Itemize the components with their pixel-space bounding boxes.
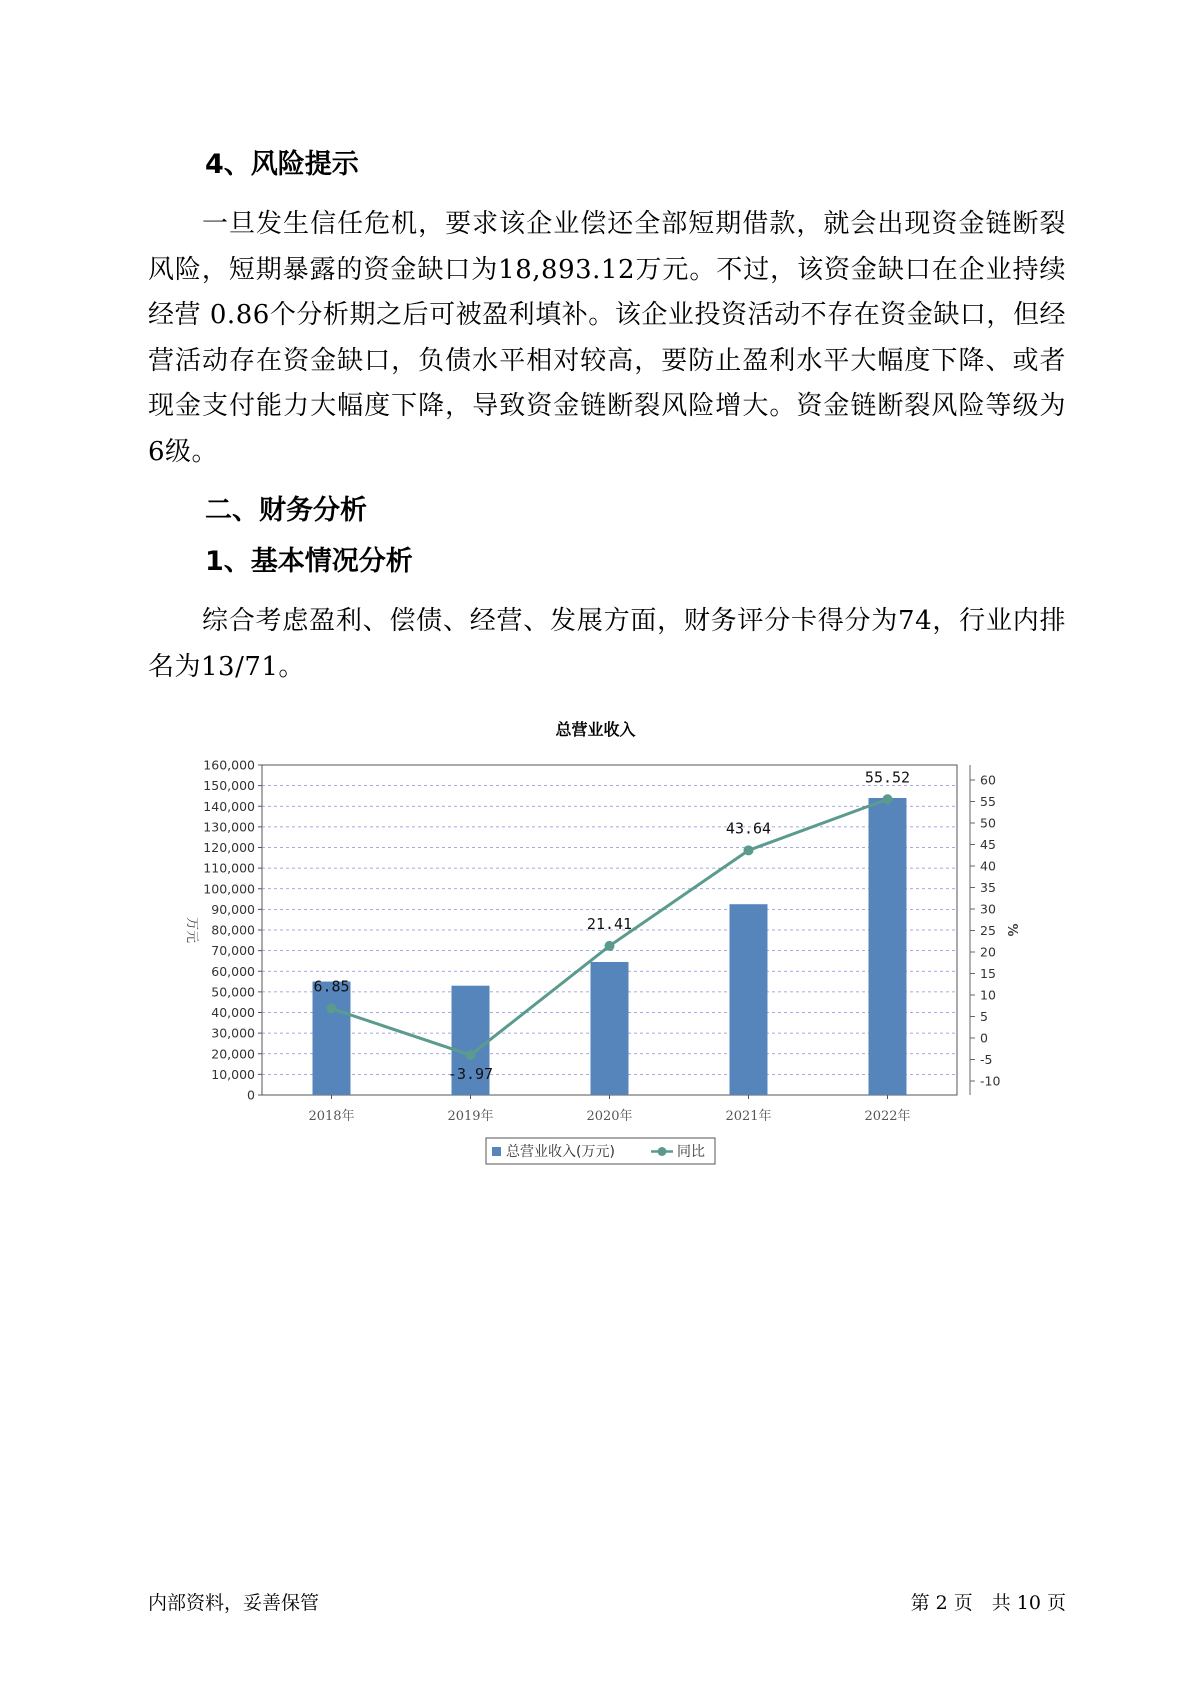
y2-tick-label: 20 [980,944,996,960]
y2-tick-label: 10 [980,987,996,1003]
finance-heading: 二、财务分析 [205,495,367,526]
y-tick-label: 130,000 [203,819,255,835]
y-tick-label: 40,000 [211,1005,255,1020]
y-tick-label: 160,000 [203,757,255,773]
x-tick-label: 2022年 [864,1109,911,1124]
legend-label-line: 同比 [677,1144,705,1160]
risk-heading: 4、风险提示 [205,149,359,180]
basic-paragraph: 综合考虑盈利、偿债、经营、发展方面，财务评分卡得分为74，行业内排名为13/71。 [148,606,1066,682]
y-tick-label: 120,000 [203,840,255,855]
y2-tick-label: -5 [980,1052,993,1067]
y-axis-label: 万元 [184,916,199,944]
x-tick-label: 2019年 [447,1109,494,1124]
y-tick-label: 10,000 [211,1066,255,1082]
y2-tick-label: 50 [980,815,996,831]
bar [869,798,907,1095]
y-tick-label: 140,000 [203,798,255,814]
legend-label-bar: 总营业收入(万元) [506,1144,615,1160]
y-tick-label: 50,000 [211,984,255,1000]
footer-left: 内部资料，妥善保管 [148,1592,320,1614]
chart-title: 总营业收入 [555,720,636,739]
y-tick-label: 20,000 [211,1046,255,1062]
y2-tick-label: -10 [980,1073,1001,1089]
y2-tick-label: 60 [980,772,996,788]
y2-tick-label: 0 [980,1030,988,1046]
y-tick-label: 90,000 [211,901,255,917]
y2-tick-label: 30 [980,901,996,917]
yoy-point [327,1004,337,1014]
data-label: 55.52 [864,768,911,787]
y2-tick-label: 45 [980,837,996,852]
data-label: 6.85 [313,977,350,996]
yoy-point [744,845,754,855]
data-label: 21.41 [586,914,633,933]
y2-tick-label: 40 [980,858,996,874]
legend-swatch-bar [492,1147,501,1156]
x-tick-label: 2020年 [586,1109,633,1124]
x-tick-label: 2021年 [725,1109,772,1124]
y-tick-label: 60,000 [211,963,255,979]
y2-tick-label: 15 [980,966,996,981]
y-tick-label: 80,000 [211,922,255,938]
bar [591,962,629,1095]
yoy-point [466,1050,476,1060]
footer-page-number: 第 2 页 共 10 页 [910,1592,1066,1614]
data-label: -3.97 [447,1065,494,1084]
y2-tick-label: 25 [980,923,996,938]
y-tick-label: 70,000 [211,943,255,959]
y-tick-label: 30,000 [211,1025,255,1041]
y-tick-label: 110,000 [203,860,255,876]
yoy-point [605,941,615,951]
bar [730,904,768,1095]
y2-tick-label: 55 [980,794,996,809]
yoy-point [883,794,893,804]
risk-paragraph: 一旦发生信任危机，要求该企业偿还全部短期借款，就会出现资金链断裂风险，短期暴露的资金缺口为18,893.12万元。不过，该资金缺口在企业持续经营 0.86个分析期之后可被盈利填补。该企业投资活动不存在资金缺口，但经营活动存在资金缺口，负债水平相对较高，要防止盈利水平大幅度下降、或者现金支付能力大幅度下降，导致资金链断裂风险增大。资金链断裂风险等级为6级。 [148,209,1066,467]
y2-axis-label: % [1004,923,1019,937]
bar [313,982,351,1095]
data-label: 43.64 [725,819,772,838]
y-tick-label: 0 [247,1087,255,1103]
y-tick-label: 100,000 [203,881,255,897]
basic-heading: 1、基本情况分析 [205,546,413,577]
x-tick-label: 2018年 [308,1109,355,1124]
legend-swatch-point [658,1147,667,1156]
y2-tick-label: 35 [980,880,996,895]
y2-tick-label: 5 [980,1009,988,1024]
y-tick-label: 150,000 [203,778,255,794]
